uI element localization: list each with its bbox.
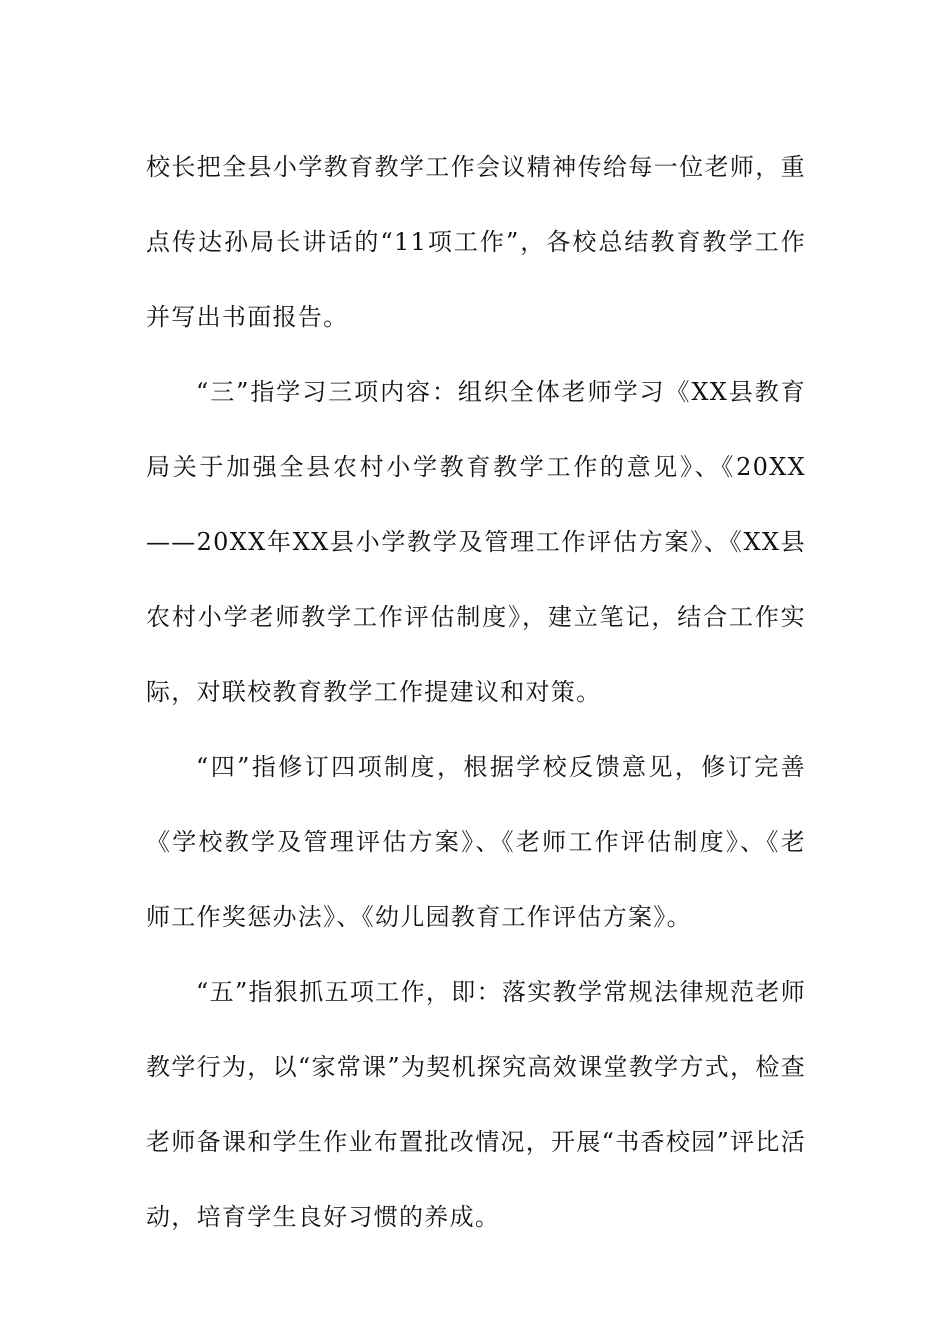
paragraph-item-three: “三”指学习三项内容：组织全体老师学习《XX县教育局关于加强全县农村小学教育教学工作的意见》、《20XX——20XX年XX县小学教学及管理工作评估方案》、《XX县农村小学老师教学工作评估制度》，建立笔记，结合工作实际，对联校教育教学工作提建议和对策。 [146,378,806,706]
paragraph-item-four: “四”指修订四项制度，根据学校反馈意见，修订完善《学校教学及管理评估方案》、《老师工作评估制度》、《老师工作奖惩办法》、《幼儿园教育工作评估方案》。 [146,753,806,931]
paragraph-item-five: “五”指狠抓五项工作，即：落实教学常规法律规范老师教学行为，以“家常课”为契机探究高效课堂教学方式，检查老师备课和学生作业布置批改情况，开展“书香校园”评比活动，培育学生良好习惯的养成。 [146,978,806,1231]
document-body [146,130,806,1255]
paragraph-continuation: 校长把全县小学教育教学工作会议精神传给每一位老师，重点传达孙局长讲话的“11项工作”，各校总结教育教学工作并写出书面报告。 [146,153,806,331]
